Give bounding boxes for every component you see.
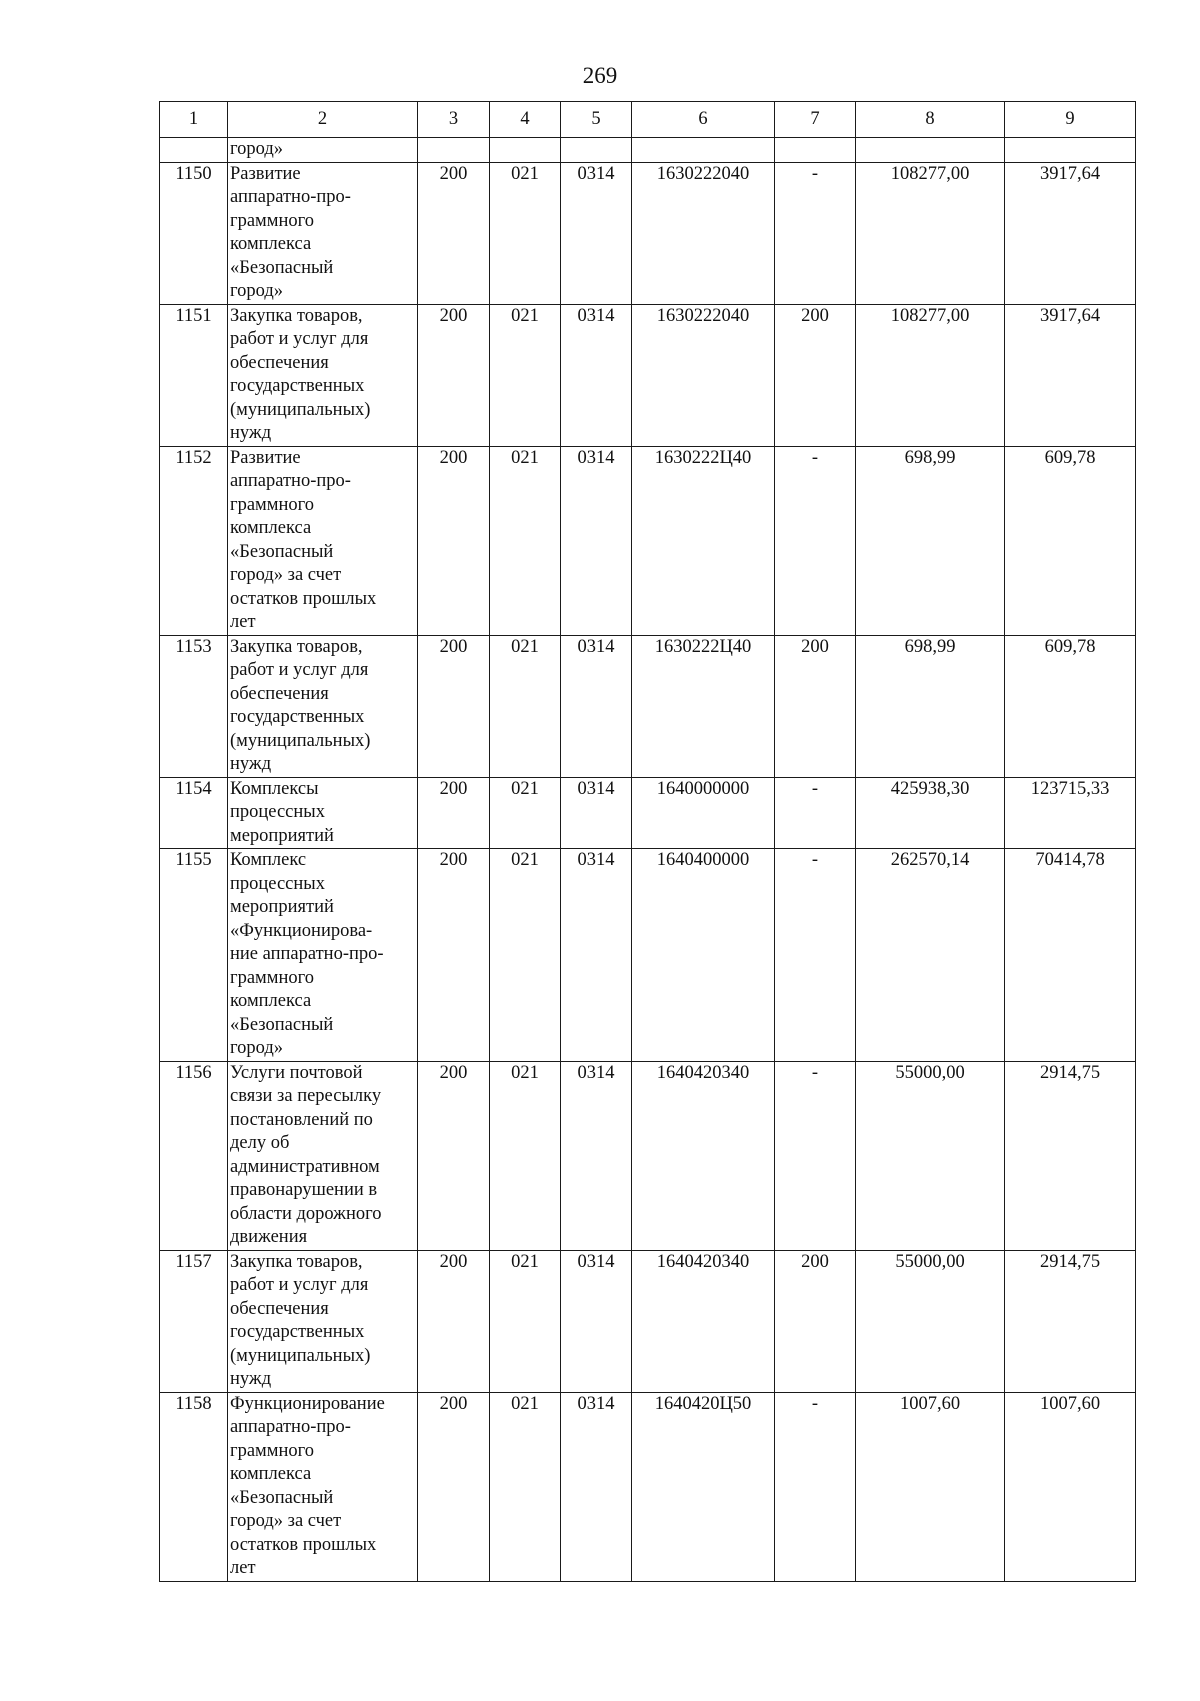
cell-name	[228, 635, 418, 777]
name-line: граммного	[230, 967, 314, 988]
name-line: Комплексы	[230, 778, 319, 799]
cell-col3: 200	[418, 1250, 490, 1392]
name-line: постановлений по	[230, 1109, 373, 1130]
budget-table	[159, 101, 1136, 1582]
name-line: Комплекс	[230, 850, 307, 870]
cell-col6: 1640420Ц50	[632, 1392, 775, 1581]
cell-col4: 021	[490, 304, 561, 446]
cell-col8: 425938,30	[856, 777, 1005, 849]
table-row	[160, 304, 1136, 446]
cell-col4: 021	[490, 777, 561, 849]
name-line: Услуги почтовой	[230, 1062, 363, 1083]
cell-col6: 1630222Ц40	[632, 635, 775, 777]
column-header: 2	[228, 102, 418, 138]
cell-col4: 021	[490, 1250, 561, 1392]
name-line: работ и услуг для	[230, 1275, 369, 1295]
name-line: государственных	[230, 376, 365, 396]
column-header-row	[160, 102, 1136, 138]
name-line: правонарушении в	[230, 1180, 378, 1200]
name-line: остатков прошлых	[230, 588, 377, 609]
cell-col7: -	[775, 1061, 856, 1250]
cell-col9: 609,78	[1005, 635, 1136, 777]
cell-empty	[632, 138, 775, 163]
cell-name	[228, 849, 418, 1062]
name-line: области дорожного	[230, 1203, 382, 1224]
column-header: 7	[775, 102, 856, 138]
cell-name	[228, 777, 418, 849]
cell-row-number: 1154	[160, 777, 228, 849]
cell-name	[228, 1250, 418, 1392]
cell-col4: 021	[490, 1061, 561, 1250]
cell-col4: 021	[490, 1392, 561, 1581]
name-line: Развитие	[230, 447, 301, 468]
cell-col6: 1630222040	[632, 162, 775, 304]
cell-row-number: 1158	[160, 1392, 228, 1581]
cell-col5: 0314	[561, 304, 632, 446]
name-line: ние аппаратно-про-	[230, 944, 384, 964]
cell-col9: 123715,33	[1005, 777, 1136, 849]
cell-col3: 200	[418, 162, 490, 304]
cell-col7: 200	[775, 635, 856, 777]
name-line: город»	[230, 281, 284, 301]
cell-empty	[490, 138, 561, 163]
table-row	[160, 777, 1136, 849]
continuation-row	[160, 138, 1136, 163]
cell-col9: 2914,75	[1005, 1250, 1136, 1392]
column-header: 1	[160, 102, 228, 138]
cell-col6: 1640400000	[632, 849, 775, 1062]
name-line: комплекса	[230, 518, 312, 538]
cell-col9: 70414,78	[1005, 849, 1136, 1062]
column-header: 4	[490, 102, 561, 138]
name-line: аппаратно-про-	[230, 187, 351, 207]
cell-col8: 698,99	[856, 635, 1005, 777]
name-line: связи за пересылку	[230, 1086, 382, 1106]
cell-col9: 1007,60	[1005, 1392, 1136, 1581]
name-line: Развитие	[230, 163, 301, 184]
cell-empty	[418, 138, 490, 163]
cell-col4: 021	[490, 635, 561, 777]
column-header: 8	[856, 102, 1005, 138]
name-line: обеспечения	[230, 352, 329, 373]
cell-col6: 1640420340	[632, 1061, 775, 1250]
cell-row-number: 1155	[160, 849, 228, 1062]
cell-col5: 0314	[561, 162, 632, 304]
name-line: «Безопасный	[230, 541, 334, 562]
table-row	[160, 849, 1136, 1062]
name-line: (муниципальных)	[230, 730, 371, 751]
name-line: Закупка товаров,	[230, 1251, 363, 1272]
cell-col3: 200	[418, 304, 490, 446]
table-row	[160, 162, 1136, 304]
cell-col9: 3917,64	[1005, 162, 1136, 304]
table-row	[160, 635, 1136, 777]
cell-col9: 609,78	[1005, 446, 1136, 635]
name-line: «Безопасный	[230, 1014, 334, 1035]
cell-col8: 55000,00	[856, 1250, 1005, 1392]
cell-num	[160, 138, 228, 163]
name-line: комплекса	[230, 991, 312, 1011]
cell-col8: 108277,00	[856, 162, 1005, 304]
name-line: обеспечения	[230, 1298, 329, 1319]
column-header: 9	[1005, 102, 1136, 138]
cell-col3: 200	[418, 446, 490, 635]
name-line: лет	[230, 1558, 256, 1578]
name-line: работ и услуг для	[230, 329, 369, 349]
cell-name	[228, 1392, 418, 1581]
cell-empty	[561, 138, 632, 163]
cell-col4: 021	[490, 162, 561, 304]
name-line: город» за счет	[230, 1511, 342, 1531]
cell-col7: -	[775, 777, 856, 849]
name-line: граммного	[230, 210, 314, 231]
cell-empty	[775, 138, 856, 163]
name-line: лет	[230, 612, 256, 632]
cell-empty	[1005, 138, 1136, 163]
cell-col7: 200	[775, 304, 856, 446]
cell-col6: 1640420340	[632, 1250, 775, 1392]
page-number: 269	[582, 63, 618, 88]
cell-row-number: 1151	[160, 304, 228, 446]
cell-name	[228, 304, 418, 446]
cell-col8: 108277,00	[856, 304, 1005, 446]
cell-col5: 0314	[561, 446, 632, 635]
table-row	[160, 1250, 1136, 1392]
cell-col9: 3917,64	[1005, 304, 1136, 446]
name-line: комплекса	[230, 1464, 312, 1484]
cell-col5: 0314	[561, 1250, 632, 1392]
name-line: (муниципальных)	[230, 1345, 371, 1366]
name-line: делу об	[230, 1133, 290, 1153]
cell-col3: 200	[418, 1061, 490, 1250]
continuation-text: город»	[228, 138, 418, 163]
cell-col5: 0314	[561, 1392, 632, 1581]
name-line: (муниципальных)	[230, 399, 371, 420]
table-row	[160, 1392, 1136, 1581]
name-line: движения	[230, 1227, 308, 1247]
name-line: остатков прошлых	[230, 1534, 377, 1555]
table-body	[160, 102, 1136, 1582]
name-line: «Безопасный	[230, 1487, 334, 1508]
cell-row-number: 1157	[160, 1250, 228, 1392]
cell-col7: 200	[775, 1250, 856, 1392]
cell-col8: 262570,14	[856, 849, 1005, 1062]
cell-row-number: 1152	[160, 446, 228, 635]
cell-col8: 55000,00	[856, 1061, 1005, 1250]
name-line: мероприятий	[230, 825, 334, 846]
name-line: город» за счет	[230, 565, 342, 585]
cell-col8: 698,99	[856, 446, 1005, 635]
name-line: Закупка товаров,	[230, 305, 363, 326]
name-line: процессных	[230, 802, 325, 822]
name-line: Закупка товаров,	[230, 636, 363, 657]
cell-col6: 1640000000	[632, 777, 775, 849]
name-line: «Безопасный	[230, 257, 334, 278]
name-line: граммного	[230, 494, 314, 515]
name-line: государственных	[230, 1322, 365, 1342]
cell-col7: -	[775, 849, 856, 1062]
name-line: процессных	[230, 873, 325, 894]
name-line: работ и услуг для	[230, 660, 369, 680]
cell-col5: 0314	[561, 849, 632, 1062]
table-row	[160, 1061, 1136, 1250]
cell-row-number: 1153	[160, 635, 228, 777]
name-line: «Функционирова-	[230, 920, 373, 941]
cell-empty	[856, 138, 1005, 163]
cell-name	[228, 1061, 418, 1250]
name-line: обеспечения	[230, 683, 329, 704]
cell-col4: 021	[490, 446, 561, 635]
cell-name	[228, 162, 418, 304]
cell-col3: 200	[418, 635, 490, 777]
cell-col9: 2914,75	[1005, 1061, 1136, 1250]
name-line: мероприятий	[230, 897, 334, 917]
cell-col4: 021	[490, 849, 561, 1062]
cell-col3: 200	[418, 1392, 490, 1581]
name-line: административном	[230, 1156, 380, 1177]
name-line: государственных	[230, 707, 365, 727]
cell-col6: 1630222040	[632, 304, 775, 446]
table-row	[160, 446, 1136, 635]
name-line: нужд	[230, 1369, 272, 1389]
column-header: 6	[632, 102, 775, 138]
cell-col5: 0314	[561, 1061, 632, 1250]
column-header: 3	[418, 102, 490, 138]
name-line: нужд	[230, 754, 272, 774]
cell-col8: 1007,60	[856, 1392, 1005, 1581]
cell-row-number: 1150	[160, 162, 228, 304]
name-line: аппаратно-про-	[230, 1417, 351, 1437]
name-line: аппаратно-про-	[230, 471, 351, 491]
cell-col7: -	[775, 162, 856, 304]
name-line: город»	[230, 1038, 284, 1058]
cell-col5: 0314	[561, 635, 632, 777]
name-line: нужд	[230, 423, 272, 443]
cell-col7: -	[775, 446, 856, 635]
cell-col7: -	[775, 1392, 856, 1581]
cell-name	[228, 446, 418, 635]
cell-col5: 0314	[561, 777, 632, 849]
column-header: 5	[561, 102, 632, 138]
cell-col6: 1630222Ц40	[632, 446, 775, 635]
cell-col3: 200	[418, 777, 490, 849]
cell-row-number: 1156	[160, 1061, 228, 1250]
name-line: граммного	[230, 1440, 314, 1461]
cell-col3: 200	[418, 849, 490, 1062]
name-line: комплекса	[230, 234, 312, 254]
name-line: Функционирование	[230, 1393, 385, 1414]
